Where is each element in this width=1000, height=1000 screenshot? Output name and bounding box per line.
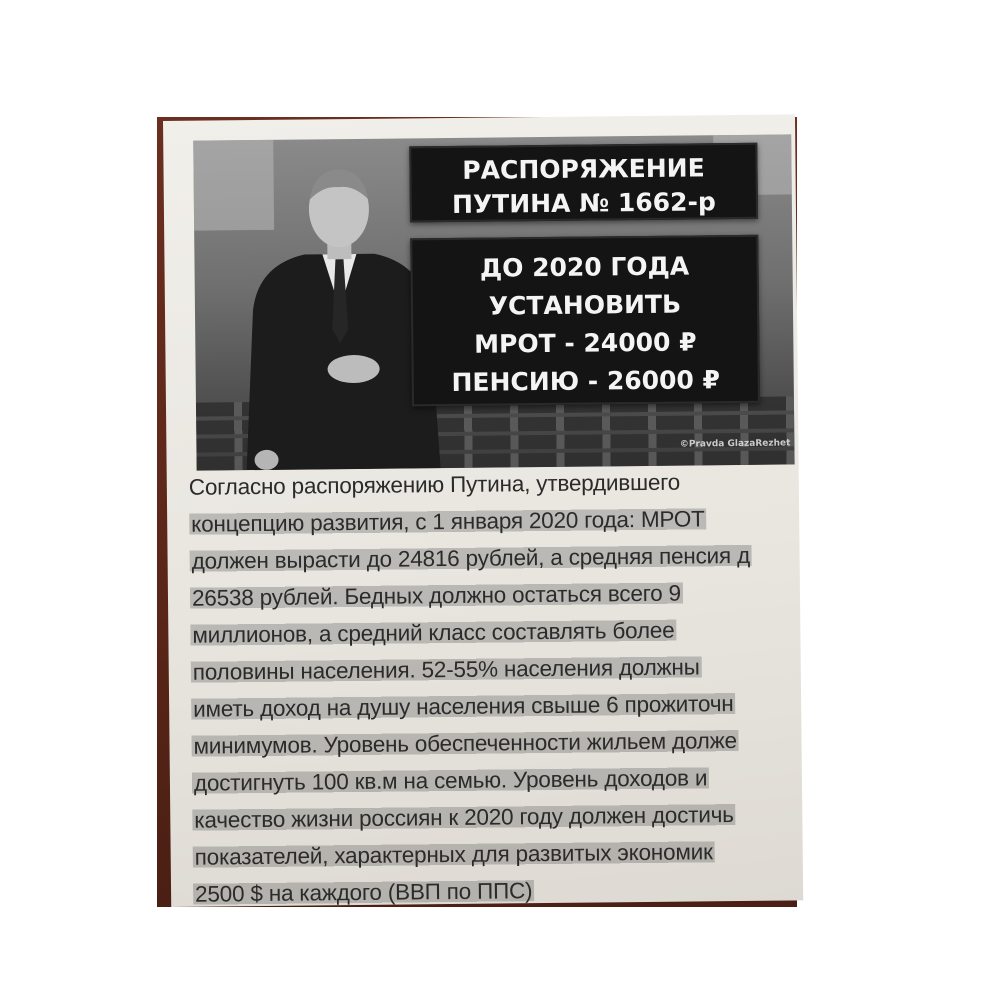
placard-line: ПУТИНА № 1662-р bbox=[451, 187, 716, 219]
text-line-content: минимумов. Уровень обеспеченности жильем долже bbox=[193, 728, 737, 759]
text-line bbox=[189, 499, 797, 542]
text-line-content: концепцию развития, с 1 января 2020 года: МРОТ bbox=[191, 506, 705, 537]
text-line bbox=[193, 832, 801, 875]
text-line-content: достигнуть 100 кв.м на семью. Уровень доходов и bbox=[193, 765, 708, 796]
text-line bbox=[190, 610, 798, 653]
text-line bbox=[189, 536, 797, 579]
text-line bbox=[192, 758, 800, 801]
text-line-content: 26538 рублей. Бедных должно остаться всего 9 bbox=[191, 580, 682, 611]
printed-leaflet bbox=[163, 114, 803, 907]
text-line bbox=[190, 573, 798, 616]
text-line-content: миллионов, а средний класс составлять более bbox=[192, 617, 675, 648]
placard-line: РАСПОРЯЖЕНИЕ bbox=[462, 153, 705, 185]
text-line bbox=[191, 721, 799, 764]
text-line-content: качество жизни россиян к 2020 году должен достичь bbox=[194, 802, 734, 833]
text-line-content: Согласно распоряжению Путина, утвердившего bbox=[188, 469, 681, 500]
leaflet-body-text bbox=[189, 462, 802, 912]
placard-line: МРОТ - 24000 ₽ bbox=[474, 327, 697, 359]
text-line bbox=[189, 462, 797, 505]
claims-placard bbox=[410, 235, 760, 407]
placard-line: УСТАНОВИТЬ bbox=[488, 289, 682, 321]
placard-line: ДО 2020 ГОДА bbox=[479, 251, 690, 283]
text-line bbox=[191, 647, 799, 690]
text-line-content: половины населения. 52-55% населения должны bbox=[192, 654, 700, 685]
watermark: ©Pravda GlazaRezhet bbox=[679, 438, 791, 450]
text-line bbox=[192, 795, 800, 838]
text-line-content: 2500 $ на каждого (ВВП по ППС) bbox=[194, 878, 533, 907]
text-line-content: показателей, характерных для развитых экономик bbox=[194, 839, 713, 870]
placard-line: ПЕНСИЮ - 26000 ₽ bbox=[451, 365, 721, 397]
headline-placard bbox=[409, 143, 758, 223]
text-line bbox=[193, 869, 801, 912]
text-line-content: должен вырасти до 24816 рублей, а средняя пенсия д bbox=[191, 542, 751, 574]
leaflet-photo bbox=[193, 134, 794, 470]
text-line-content: иметь доход на душу населения свыше 6 прожиточн bbox=[193, 691, 734, 722]
text-line bbox=[191, 684, 799, 727]
